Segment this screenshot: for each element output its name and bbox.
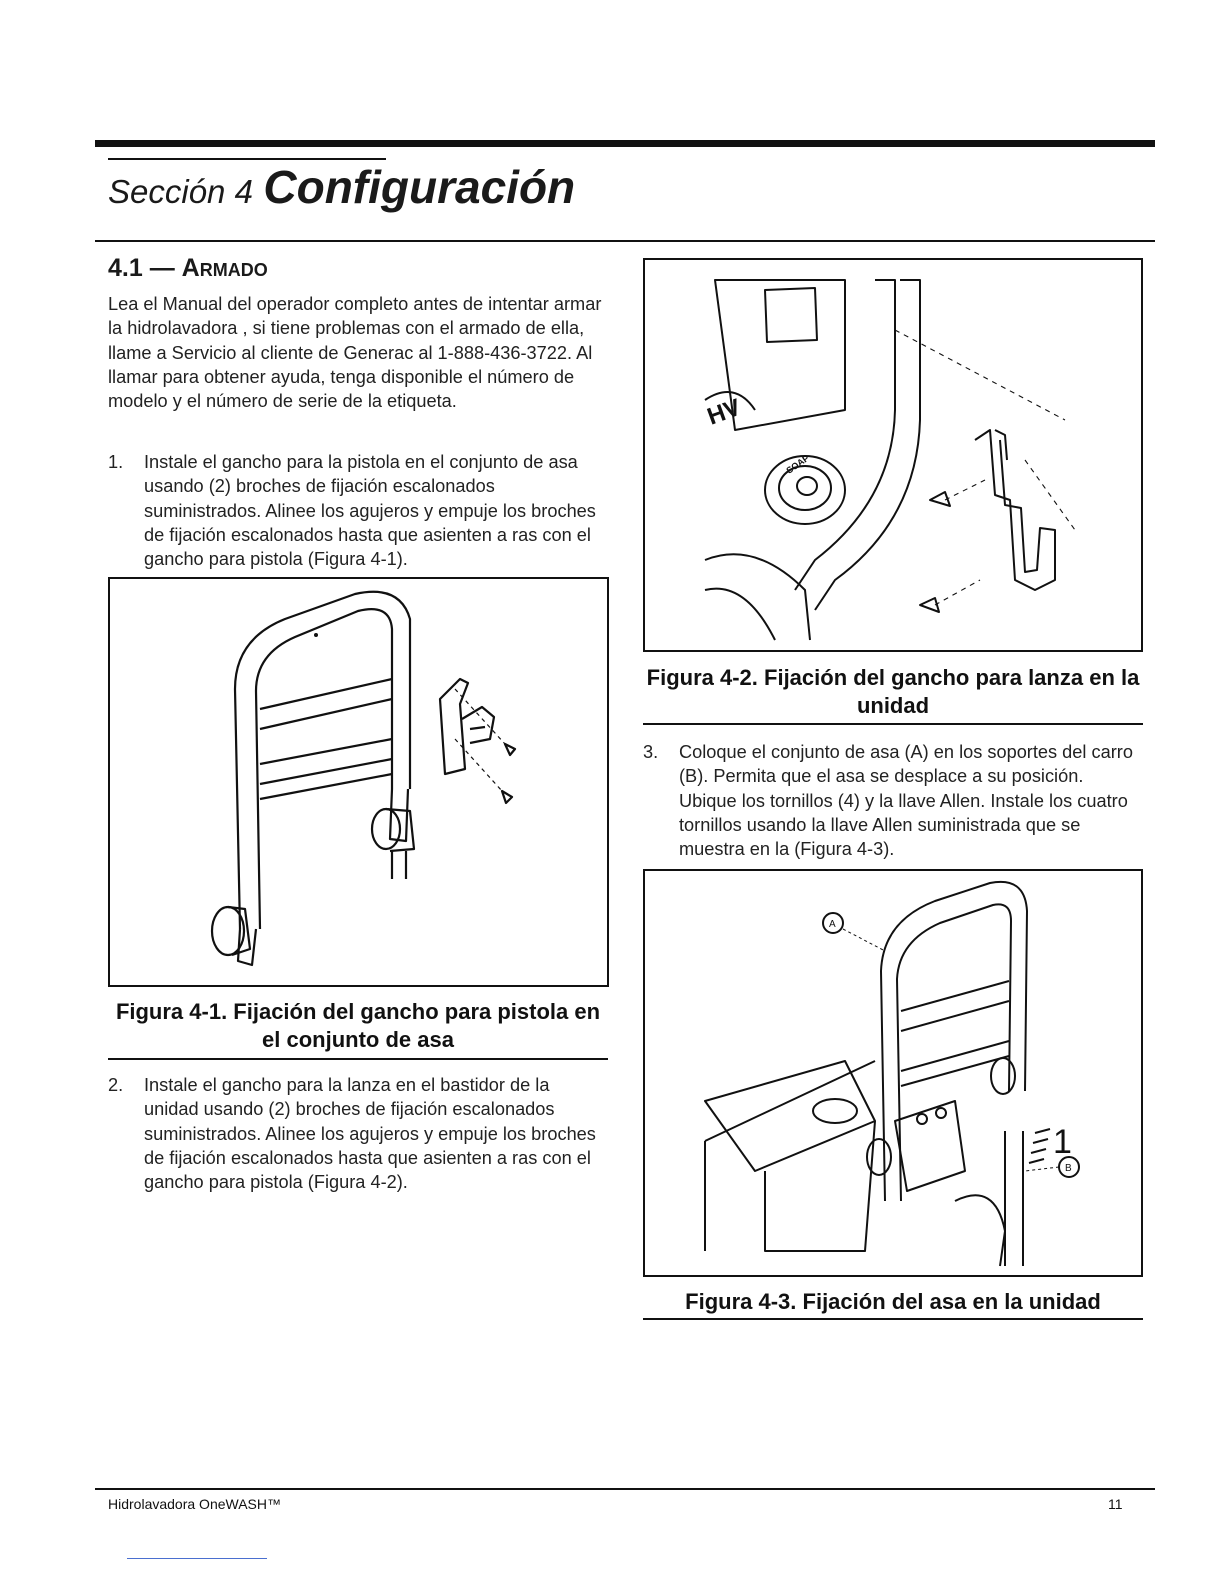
section-name: Configuración [263,161,576,213]
heading-title: Armado [181,254,268,282]
step-1 [108,450,608,572]
count-label: 1 [1053,1123,1072,1161]
section-title [108,160,575,214]
figure-4-3-caption: Figura 4-3. Fijación del asa en la unidad [685,1289,1101,1314]
step-2 [108,1073,608,1195]
step-number: 2. [108,1075,124,1095]
decorative-line [127,1558,267,1559]
figure-4-1-caption: Figura 4-1. Fijación del gancho para pistola en el conjunto de asa [115,999,601,1052]
handle-on-unit-illustration [645,871,1141,1275]
figure-4-1 [108,577,609,987]
handle-assembly-illustration [110,579,607,985]
section-rule [95,240,1155,242]
step-text: Instale el gancho para la lanza en el bastidor de la unidad usando (2) broches de fijación escalonados suministrados. Alinee los agujeros y empuje los broches de fijación escalonados hasta que asienten a ras con el gancho para pistola (Figura 4-2). [144,1075,596,1193]
subsection-heading [108,254,268,283]
hv-label: HV [703,393,745,431]
callout-b: B [1065,1163,1072,1174]
caption-rule [643,1318,1143,1320]
figure-4-2-caption: Figura 4-2. Fijación del gancho para lanza en la unidad [646,665,1140,718]
soap-label: SOAP [784,452,812,476]
caption-rule [108,1058,608,1060]
step-text: Instale el gancho para la pistola en el conjunto de asa usando (2) broches de fijación escalonados suministrados. Alinee los agujeros y empuje los broches de fijación escalonados hasta que asienten a ras con el gancho para pistola (Figura 4-1). [144,452,596,570]
step-text: Coloque el conjunto de asa (A) en los soportes del carro (B). Permita que el asa se desplace a su posición. Ubique los tornillos (4) y la llave Allen. Instale los cuatro tornillos usando la llave Allen suministrada que se muestra en la (Figura 4-3). [679,742,1133,860]
heading-number: 4.1 — [108,254,175,282]
footer-product: Hidrolavadora OneWASH™ [108,1496,281,1512]
page-number: 11 [1108,1496,1123,1512]
caption-rule [643,723,1143,725]
step-3 [643,740,1143,862]
top-rule [95,140,1155,147]
section-label: Sección 4 [108,173,253,210]
callout-a: A [829,919,836,930]
intro-paragraph: Lea el Manual del operador completo antes de intentar armar la hidrolavadora , si tiene problemas con el armado de ella, llame a Servicio al cliente de Generac al 1-888-436-3722. Al llamar para obtener ayuda, tenga disponible el número de modelo y el número de serie de la etiqueta. [108,294,602,412]
figure-4-2 [643,258,1143,652]
lance-hook-illustration [645,260,1141,650]
step-number: 1. [108,452,124,472]
footer-rule [95,1488,1155,1490]
step-number: 3. [643,742,659,762]
figure-4-3 [643,869,1143,1277]
